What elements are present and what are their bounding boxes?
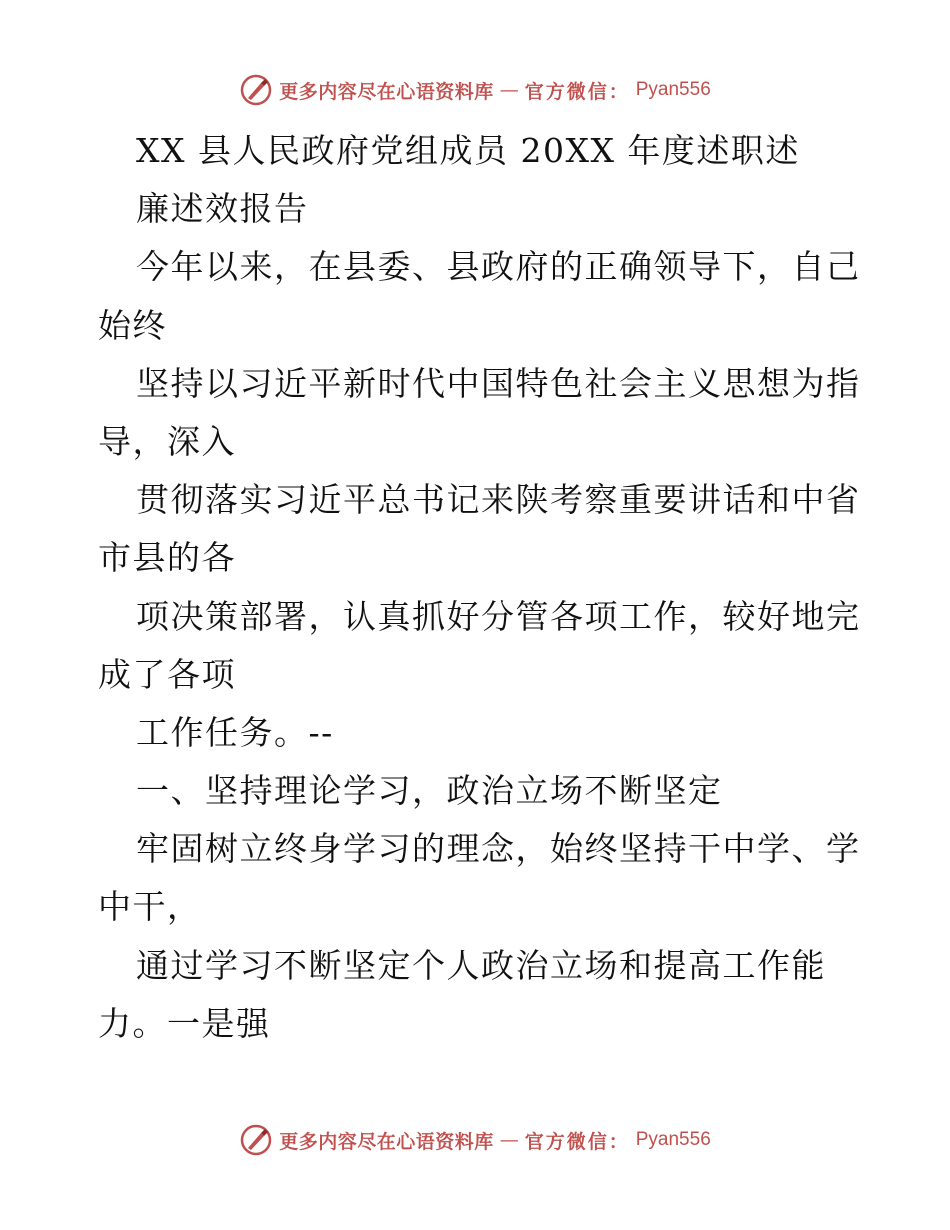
document-line: 项决策部署，认真抓好分管各项工作，较好地完 (136, 596, 861, 636)
document-line: 始终 (98, 305, 167, 345)
header-watermark (0, 70, 950, 110)
document-line: 贯彻落实习近平总书记来陕考察重要讲话和中省 (136, 480, 861, 520)
watermark-wechat-label: 官方微信： (524, 80, 630, 103)
watermark-text: 更多内容尽在心语资料库 (279, 80, 494, 103)
document-line: 成了各项 (98, 654, 236, 694)
pen-logo-icon (239, 73, 273, 107)
document-line: 通过学习不断坚定个人政治立场和提高工作能 (136, 945, 826, 985)
document-line: 廉述效报告 (136, 189, 309, 229)
watermark-wechat-id: Pyan556 (635, 79, 711, 100)
document-body (98, 122, 861, 1053)
footer-watermark (0, 1120, 950, 1160)
pen-logo-icon (239, 1123, 273, 1157)
watermark-dash: — (499, 1129, 519, 1151)
document-line: 工作任务。-- (136, 712, 334, 752)
document-line: 市县的各 (98, 538, 236, 578)
document-line: 中干， (98, 887, 202, 927)
watermark-text: 更多内容尽在心语资料库 (279, 1130, 494, 1153)
watermark-dash: — (499, 79, 519, 101)
document-line: 坚持以习近平新时代中国特色社会主义思想为指 (136, 363, 861, 403)
document-line: 一、坚持理论学习，政治立场不断坚定 (136, 771, 723, 811)
document-line: XX 县人民政府党组成员 20XX 年度述职述 (136, 131, 800, 170)
document-line: 导，深入 (98, 421, 236, 461)
document-line: 力。一是强 (98, 1003, 271, 1043)
document-line: 今年以来，在县委、县政府的正确领导下，自己 (136, 247, 861, 287)
watermark-wechat-id: Pyan556 (635, 1129, 711, 1150)
watermark-wechat-label: 官方微信： (524, 1130, 630, 1153)
document-line: 牢固树立终身学习的理念，始终坚持干中学、学 (136, 829, 861, 869)
